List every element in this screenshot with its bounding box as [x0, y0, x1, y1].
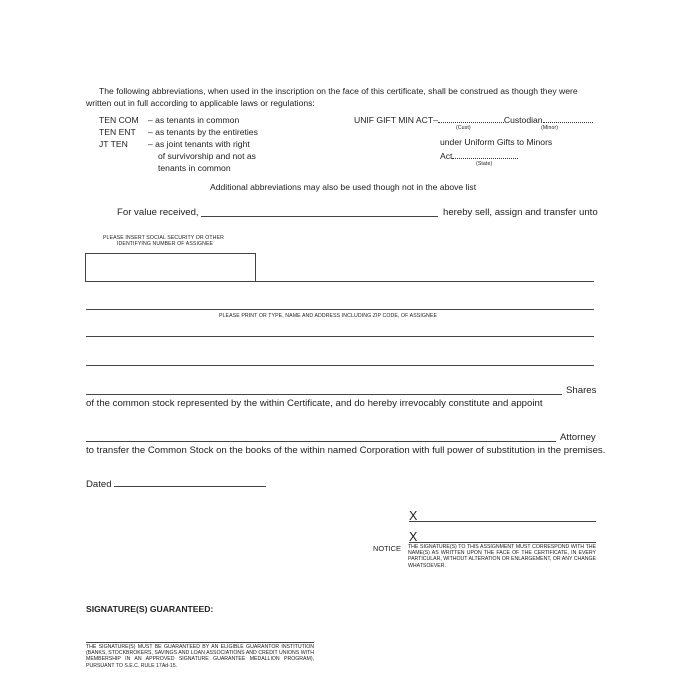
signature-line-1[interactable]	[409, 521, 596, 522]
attorney-label: Attorney	[560, 432, 596, 443]
unif-act-line	[440, 151, 518, 161]
shares-label: Shares	[566, 385, 597, 396]
assignor-line[interactable]	[201, 216, 438, 217]
signature-line-2[interactable]	[409, 542, 596, 543]
abbr-meaning-ten-ent: – as tenants by the entireties	[148, 127, 258, 137]
abbr-jt-ten-cont-2: tenants in common	[158, 163, 231, 173]
for-value-label: For value received,	[117, 207, 199, 218]
signatures-guaranteed-heading: SIGNATURE(S) GUARANTEED:	[86, 604, 214, 614]
custodian-dotline[interactable]	[438, 115, 504, 123]
abbr-meaning-jt-ten: – as joint tenants with right	[148, 139, 250, 149]
act-label: Act	[440, 151, 453, 161]
abbr-meaning-ten-com: – as tenants in common	[148, 115, 240, 125]
signature-x-2: X	[409, 530, 418, 544]
notice-text: THE SIGNATURE(S) TO THIS ASSIGNMENT MUST CORRESPOND WITH THE NAME(S) AS WRITTEN UPON THE FACE OF THE CERTIFICATE, IN EVERY PARTICULAR, WITHOUT ALTERATION OR ENLARGEMENT, OR ANY CHANGE WHATSOEVER.	[408, 544, 596, 569]
unif-under-text: under Uniform Gifts to Minors	[440, 137, 553, 147]
notice-label: NOTICE	[373, 544, 401, 553]
attorney-line[interactable]	[86, 441, 556, 442]
sell-assign-label: hereby sell, assign and transfer unto	[443, 207, 598, 218]
cust-caption: (Cust)	[456, 125, 471, 131]
minor-caption: (Minor)	[541, 125, 559, 131]
abbr-code-ten-ent: TEN ENT	[99, 127, 136, 137]
abbr-jt-ten-cont-1: of survivorship and not as	[158, 151, 256, 161]
unif-label	[354, 115, 593, 125]
ssn-input-box[interactable]	[85, 253, 256, 282]
minor-dotline[interactable]	[543, 115, 593, 123]
state-dotline[interactable]	[452, 151, 518, 159]
dated-label: Dated	[86, 479, 112, 490]
guarantee-line[interactable]	[86, 642, 314, 643]
unif-act-label: UNIF GIFT MIN ACT–	[354, 115, 438, 125]
print-name-caption: PLEASE PRINT OR TYPE, NAME AND ADDRESS INCLUDING ZIP CODE, OF ASSIGNEE	[219, 313, 438, 319]
assignee-line-2[interactable]	[86, 309, 594, 310]
signature-x-1: X	[409, 509, 418, 523]
state-caption: (State)	[476, 161, 493, 167]
ssn-caption-2: IDENTIFYING NUMBER OF ASSIGNEE	[117, 241, 214, 247]
abbr-code-ten-com: TEN COM	[99, 115, 139, 125]
assignee-line-1[interactable]	[254, 281, 594, 282]
ssn-caption-1: PLEASE INSERT SOCIAL SECURITY OR OTHER	[103, 235, 224, 241]
intro-paragraph: The following abbreviations, when used in the inscription on the face of this certificate, shall be construed as though they were written out in full according to applicable laws or regulations:	[86, 86, 578, 108]
guarantee-text: THE SIGNATURE(S) MUST BE GUARANTEED BY AN ELIGIBLE GUARANTOR INSTITUTION (BANKS, STOCKBROKERS, SAVINGS AND LOAN ASSOCIATIONS AND CREDIT UNIONS WITH MEMBERSHIP IN AN APPROVED SIGNATURE GUARANTEE MEDALLION PROGRAM), PURSUANT TO S.E.C. RULE 17Ad-15.	[86, 644, 314, 669]
common-stock-text: of the common stock represented by the within Certificate, and do hereby irrevocably constitute and appoint	[86, 398, 543, 409]
address-line-2[interactable]	[86, 365, 594, 366]
transfer-text: to transfer the Common Stock on the books of the within named Corporation with full power of substitution in the premises.	[86, 445, 606, 456]
shares-line[interactable]	[86, 394, 562, 395]
custodian-label: Custodian	[503, 115, 543, 125]
additional-note: Additional abbreviations may also be used though not in the above list	[210, 182, 477, 192]
address-line-1[interactable]	[86, 336, 594, 337]
dated-line[interactable]	[114, 486, 266, 487]
abbr-code-jt-ten: JT TEN	[99, 139, 128, 149]
